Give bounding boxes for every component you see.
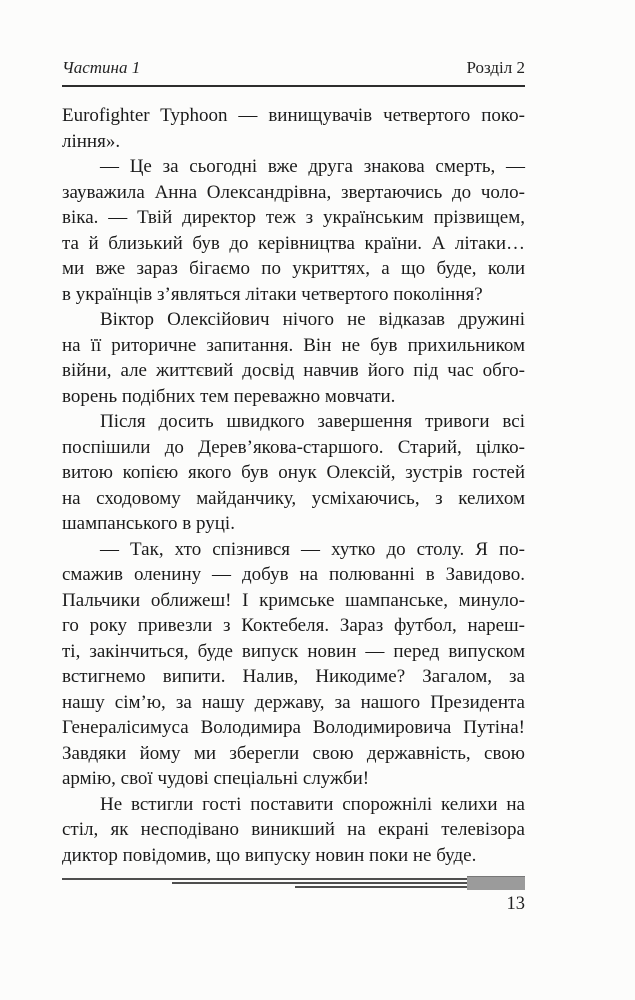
text-line: Після досить швидкого завершення тривоги всі: [100, 411, 525, 432]
running-head-part: Частина 1: [62, 58, 141, 77]
text-line: ті, закінчиться, буде випуск новин — перед випуском: [62, 640, 525, 662]
text-line: Завдяки йому ми зберегли свою державність, свою: [62, 742, 525, 764]
text-line: ління».: [62, 130, 121, 152]
text-line: Віктор Олексійович нічого не відказав дружині: [100, 309, 525, 330]
text-line: зауважила Анна Олександрівна, звертаючись до чоло-: [62, 181, 525, 203]
text-line: — Це за сьогодні вже друга знакова смерть, —: [100, 156, 525, 177]
footer-ornament: [62, 875, 525, 890]
text-line: встигнемо випити. Налив, Никодиме? Загалом, за: [62, 666, 525, 687]
text-line: армію, свої чудові спеціальні служби!: [62, 768, 370, 789]
text-line: віка. — Твій директор теж з українським прізвищем,: [62, 207, 525, 228]
text-line: Eurofighter Typhoon — винищувачів четвертого поко-: [62, 105, 525, 126]
paragraph: [62, 792, 525, 869]
ornament-block: [467, 876, 525, 890]
text-line: Генералісимуса Володимира Володимировича Путіна!: [62, 717, 525, 738]
paragraph: [62, 307, 525, 409]
text-line: на сходовому майданчику, усміхаючись, з келихом: [62, 487, 525, 509]
text-line: диктор повідомив, що випуску новин поки не буде.: [62, 844, 477, 866]
text-line: та й близький був до керівництва країни. А літаки…: [62, 232, 525, 254]
paragraph: [62, 154, 525, 307]
text-line: ворень подібних тем переважно мовчати.: [62, 385, 396, 407]
text-line: Не встигли гості поставити спорожнілі келихи на: [100, 793, 525, 815]
body-text: [62, 103, 525, 868]
text-line: шампанського в руці.: [62, 513, 235, 534]
page-content: [62, 57, 525, 915]
text-line: нашу сім’ю, за нашу державу, за нашого Президента: [62, 691, 525, 713]
text-line: в українців з’являться літаки четвертого покоління?: [62, 283, 483, 305]
text-line: смажив оленину — добув на полюванні в Завидово.: [62, 564, 525, 585]
text-line: го року привезли з Коктебеля. Зараз футбол, нареш-: [62, 615, 525, 636]
text-line: війни, але життєвий досвід навчив його під час обго-: [62, 360, 525, 381]
text-line: на її риторичне запитання. Він не був прихильником: [62, 334, 525, 356]
paragraph: [62, 103, 525, 154]
text-line: ми вже зараз бігаємо по укриттях, а що буде, коли: [62, 258, 525, 279]
paragraph: [62, 409, 525, 537]
text-line: поспішили до Дерев’якова-старшого. Старий, цілко-: [62, 436, 525, 458]
ornament-line-1: [62, 878, 524, 880]
running-head: [62, 57, 525, 78]
running-head-chapter: Розділ 2: [466, 58, 525, 77]
paragraph: [62, 537, 525, 792]
page-number: 13: [506, 894, 525, 914]
header-rule: [62, 85, 525, 87]
text-line: стіл, як несподівано виникший на екрані телевізора: [62, 819, 525, 840]
text-line: Пальчики оближеш! І кримське шампанське, минуло-: [62, 589, 525, 611]
text-line: витою копією якого був онук Олексій, зустрів гостей: [62, 462, 525, 483]
text-line: — Так, хто спізнився — хутко до столу. Я по-: [100, 538, 525, 560]
